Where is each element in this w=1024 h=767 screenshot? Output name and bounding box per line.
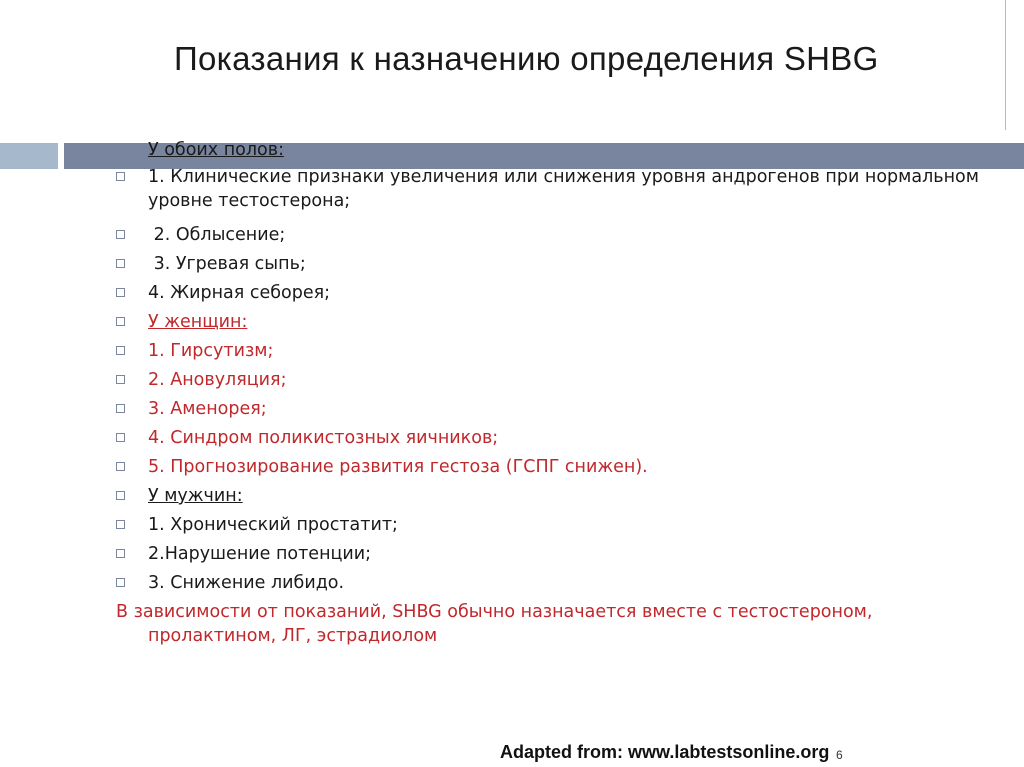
square-bullet-icon xyxy=(116,288,125,297)
list-item-text: 1. Хронический простатит; xyxy=(148,515,398,535)
square-bullet-icon xyxy=(116,172,125,181)
square-bullet-icon xyxy=(116,491,125,500)
list-item-text: 3. Снижение либидо. xyxy=(148,573,345,593)
list-item-text: 3. Аменорея; xyxy=(148,399,267,419)
list-item xyxy=(116,281,996,305)
list-item xyxy=(116,455,996,479)
slide-title: Показания к назначению определения SHBG xyxy=(174,40,879,77)
list-item-text: 2. Облысение; xyxy=(148,225,286,245)
square-bullet-icon xyxy=(116,578,125,587)
list-item xyxy=(116,368,996,392)
square-bullet-icon xyxy=(116,230,125,239)
list-item-text: 5. Прогнозирование развития гестоза (ГСПГ снижен). xyxy=(148,457,648,477)
square-bullet-icon xyxy=(116,317,125,326)
list-item-text: 1. Клинические признаки увеличения или снижения уровня андрогенов при нормальном уровне тестостерона; xyxy=(148,167,979,211)
summary-note: В зависимости от показаний, SHBG обычно назначается вместе с тестостероном, пролактином, ЛГ, эстрадиолом xyxy=(116,602,873,646)
source-footer: Adapted from: www.labtestsonline.org xyxy=(500,742,830,762)
list-item-text: У мужчин: xyxy=(148,486,243,506)
square-bullet-icon xyxy=(116,346,125,355)
slide-content xyxy=(116,138,996,648)
section-header-men xyxy=(116,484,996,508)
list-item-text: 4. Жирная себорея; xyxy=(148,283,331,303)
list-item xyxy=(116,339,996,363)
list-item-text: 2.Нарушение потенции; xyxy=(148,544,372,564)
list-item-text: 2. Ановуляция; xyxy=(148,370,287,390)
square-bullet-icon xyxy=(116,549,125,558)
section-header-women xyxy=(116,310,996,334)
decorative-bar-light xyxy=(0,143,58,169)
square-bullet-icon xyxy=(116,462,125,471)
list-item-text: 1. Гирсутизм; xyxy=(148,341,274,361)
list-item xyxy=(116,252,996,276)
list-item xyxy=(116,513,996,537)
list-item-text: У женщин: xyxy=(148,312,248,332)
list-item-text: 4. Синдром поликистозных яичников; xyxy=(148,428,499,448)
list-item xyxy=(116,397,996,421)
square-bullet-icon xyxy=(116,520,125,529)
square-bullet-icon xyxy=(116,404,125,413)
section-header-both-sexes: У обоих полов: xyxy=(148,140,284,160)
list-item xyxy=(116,571,996,595)
square-bullet-icon xyxy=(116,375,125,384)
list-item-text: 3. Угревая сыпь; xyxy=(148,254,306,274)
list-item xyxy=(116,223,996,247)
list-item xyxy=(116,165,996,213)
decorative-vertical-line xyxy=(1005,0,1006,130)
square-bullet-icon xyxy=(116,259,125,268)
square-bullet-icon xyxy=(116,433,125,442)
page-number: 6 xyxy=(836,748,843,762)
list-item xyxy=(116,542,996,566)
list-item xyxy=(116,426,996,450)
